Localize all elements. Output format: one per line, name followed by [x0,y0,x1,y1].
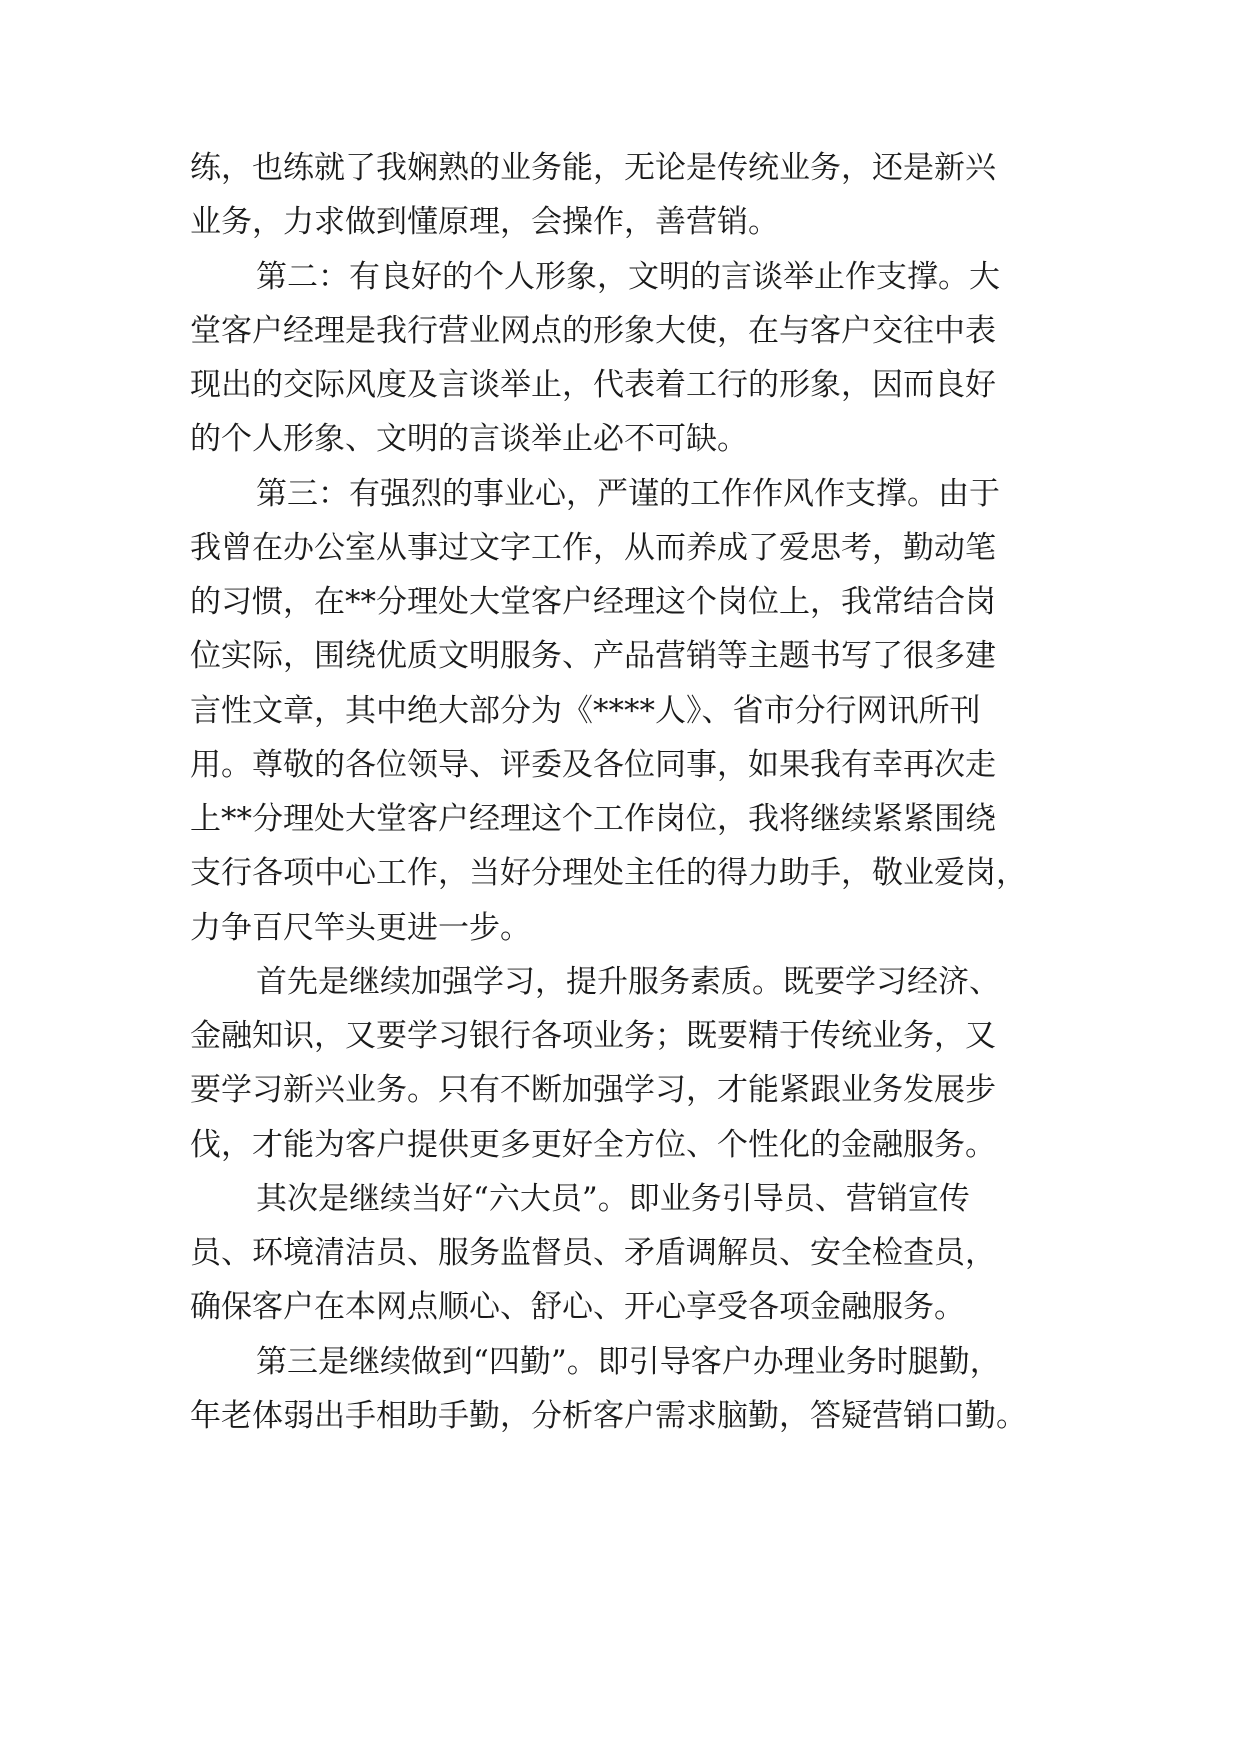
text-line: 员、环境清洁员、服务监督员、矛盾调解员、安全检查员， [190,1235,996,1271]
text-line: 第三：有强烈的事业心，严谨的工作作风作支撑。由于 [256,476,1000,512]
text-line: 首先是继续加强学习，提升服务素质。既要学习经济、 [256,964,1000,1000]
text-line: 的个人形象、文明的言谈举止必不可缺。 [190,421,748,457]
text-line: 用。尊敬的各位领导、评委及各位同事，如果我有幸再次走 [190,747,996,783]
text-line: 言性文章，其中绝大部分为《****人》、省市分行网讯所刊 [190,693,981,729]
text-line: 业务，力求做到懂原理，会操作，善营销。 [190,204,779,240]
text-line: 其次是继续当好“六大员”。即业务引导员、营销宣传 [256,1181,970,1217]
text-line: 确保客户在本网点顺心、舒心、开心享受各项金融服务。 [190,1289,965,1325]
text-line: 要学习新兴业务。只有不断加强学习，才能紧跟业务发展步 [190,1072,996,1108]
text-line: 伐，才能为客户提供更多更好全方位、个性化的金融服务。 [190,1127,996,1163]
text-line: 堂客户经理是我行营业网点的形象大使，在与客户交往中表 [190,313,996,349]
text-line: 练，也练就了我娴熟的业务能，无论是传统业务，还是新兴 [190,150,996,186]
text-line: 上**分理处大堂客户经理这个工作岗位，我将继续紧紧围绕 [190,801,996,837]
text-line: 位实际，围绕优质文明服务、产品营销等主题书写了很多建 [190,638,996,674]
text-line: 的习惯，在**分理处大堂客户经理这个岗位上，我常结合岗 [190,584,996,620]
text-line: 金融知识，又要学习银行各项业务；既要精于传统业务，又 [190,1018,996,1054]
text-line: 第二：有良好的个人形象，文明的言谈举止作支撑。大 [256,259,1000,295]
text-line: 第三是继续做到“四勤”。即引导客户办理业务时腿勤， [256,1344,1001,1380]
text-line: 现出的交际风度及言谈举止，代表着工行的形象，因而良好 [190,367,996,403]
text-line: 年老体弱出手相助手勤，分析客户需求脑勤，答疑营销口勤。 [190,1398,1027,1434]
text-line: 支行各项中心工作，当好分理处主任的得力助手，敬业爱岗， [190,855,1027,891]
text-line: 我曾在办公室从事过文字工作，从而养成了爱思考，勤动笔 [190,530,996,566]
text-line: 力争百尺竿头更进一步。 [190,910,531,946]
